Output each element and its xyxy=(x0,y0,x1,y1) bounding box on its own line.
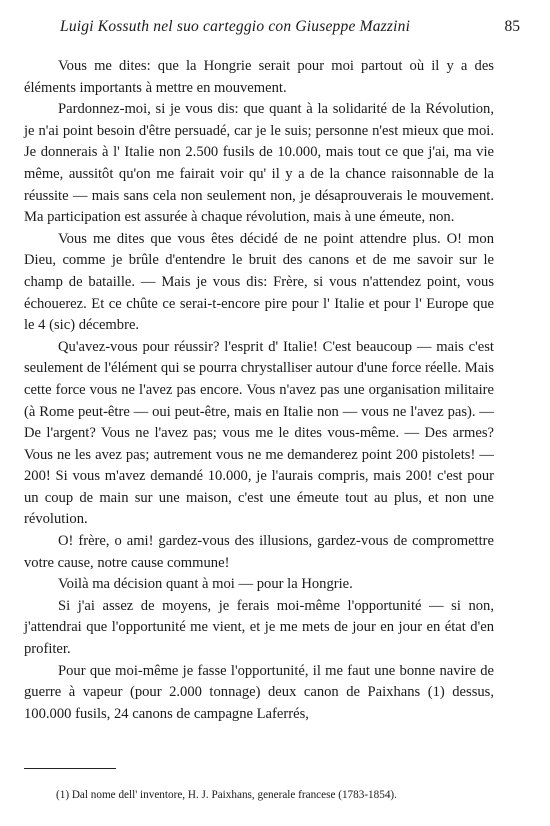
paragraph: Pardonnez-moi, si je vous dis: que quant à la solidarité de la Révolution, je n'ai point besoin d'être persuadé, car je le suis; personne n'est mieux que moi. Je donnerais à l' Italie non 2.500 fusils de 10.000, mais tout ce que j'ai, ma vie même, aussitôt qu'on me fairait voir qu' il y a de la chance raisonnable de la réussite — mais sans cela non seulement non, je désaprouverais le mouvement. Ma participation est assurée à chaque révolution, mais à une émeute, non. xyxy=(24,101,494,226)
paragraph: Voilà ma décision quant à moi — pour la Hongrie. xyxy=(58,576,353,593)
paragraph: Si j'ai assez de moyens, je ferais moi-même l'opportunité — si non, j'attendrai que l'opportunité me vient, et je me mets de jour en jour en état d'en profiter. xyxy=(24,597,494,658)
body-text xyxy=(24,56,494,725)
paragraph: Qu'avez-vous pour réussir? l'esprit d' Italie! C'est beaucoup — mais c'est seulement de l'élément qui se pourra chrystalliser autour d'une force réelle. Mais cette force vous ne l'avez pas encore. Vous n'avez pas une organisation militaire (à Rome peut-être — oui peut-être, mais en Italie non — vous ne l'avez pas). — De l'argent? Vous ne l'avez pas; vous me le dites vous-même. — Des armes? Vous ne les avez pas; autrement vous ne me demanderez point 200 pistolets! — 200! Si vous m'avez demandé 10.000, je l'aurais compris, mais 200! c'est pour un coup de main sur une maison, c'est une émeute tout au plus, et non une révolution. xyxy=(24,338,494,528)
paragraph: O! frère, o ami! gardez-vous des illusions, gardez-vous de compromettre votre cause, notre cause commune! xyxy=(24,533,494,571)
footnote: (1) Dal nome dell' inventore, H. J. Paixhans, generale francese (1783-1854). xyxy=(56,789,397,801)
paragraph: Vous me dites que vous êtes décidé de ne point attendre plus. O! mon Dieu, comme je brûle d'entendre le bruit des canons et de me savoir sur le champ de bataille. — Mais je vous dis: Frère, si vous n'attendez point, vous échouerez. Et ce chûte ce serai-t-encore pire pour l' Italie et pour l' Europe que le 4 (sic) décembre. xyxy=(24,230,494,334)
footnote-rule xyxy=(24,768,116,769)
paragraph: Pour que moi-même je fasse l'opportunité, il me faut une bonne navire de guerre à vapeur (pour 2.000 tonnage) deux canon de Paixhans (1) dessus, 100.000 fusils, 24 canons de campagne Laferrés, xyxy=(24,662,494,722)
paragraph: Vous me dites: que la Hongrie serait pour moi partout où il y a des éléments importants à mettre en mouvement. xyxy=(24,58,494,96)
running-head xyxy=(60,18,520,42)
page-number: 85 xyxy=(504,18,520,35)
running-title: Luigi Kossuth nel suo carteggio con Giuseppe Mazzini xyxy=(60,18,411,35)
